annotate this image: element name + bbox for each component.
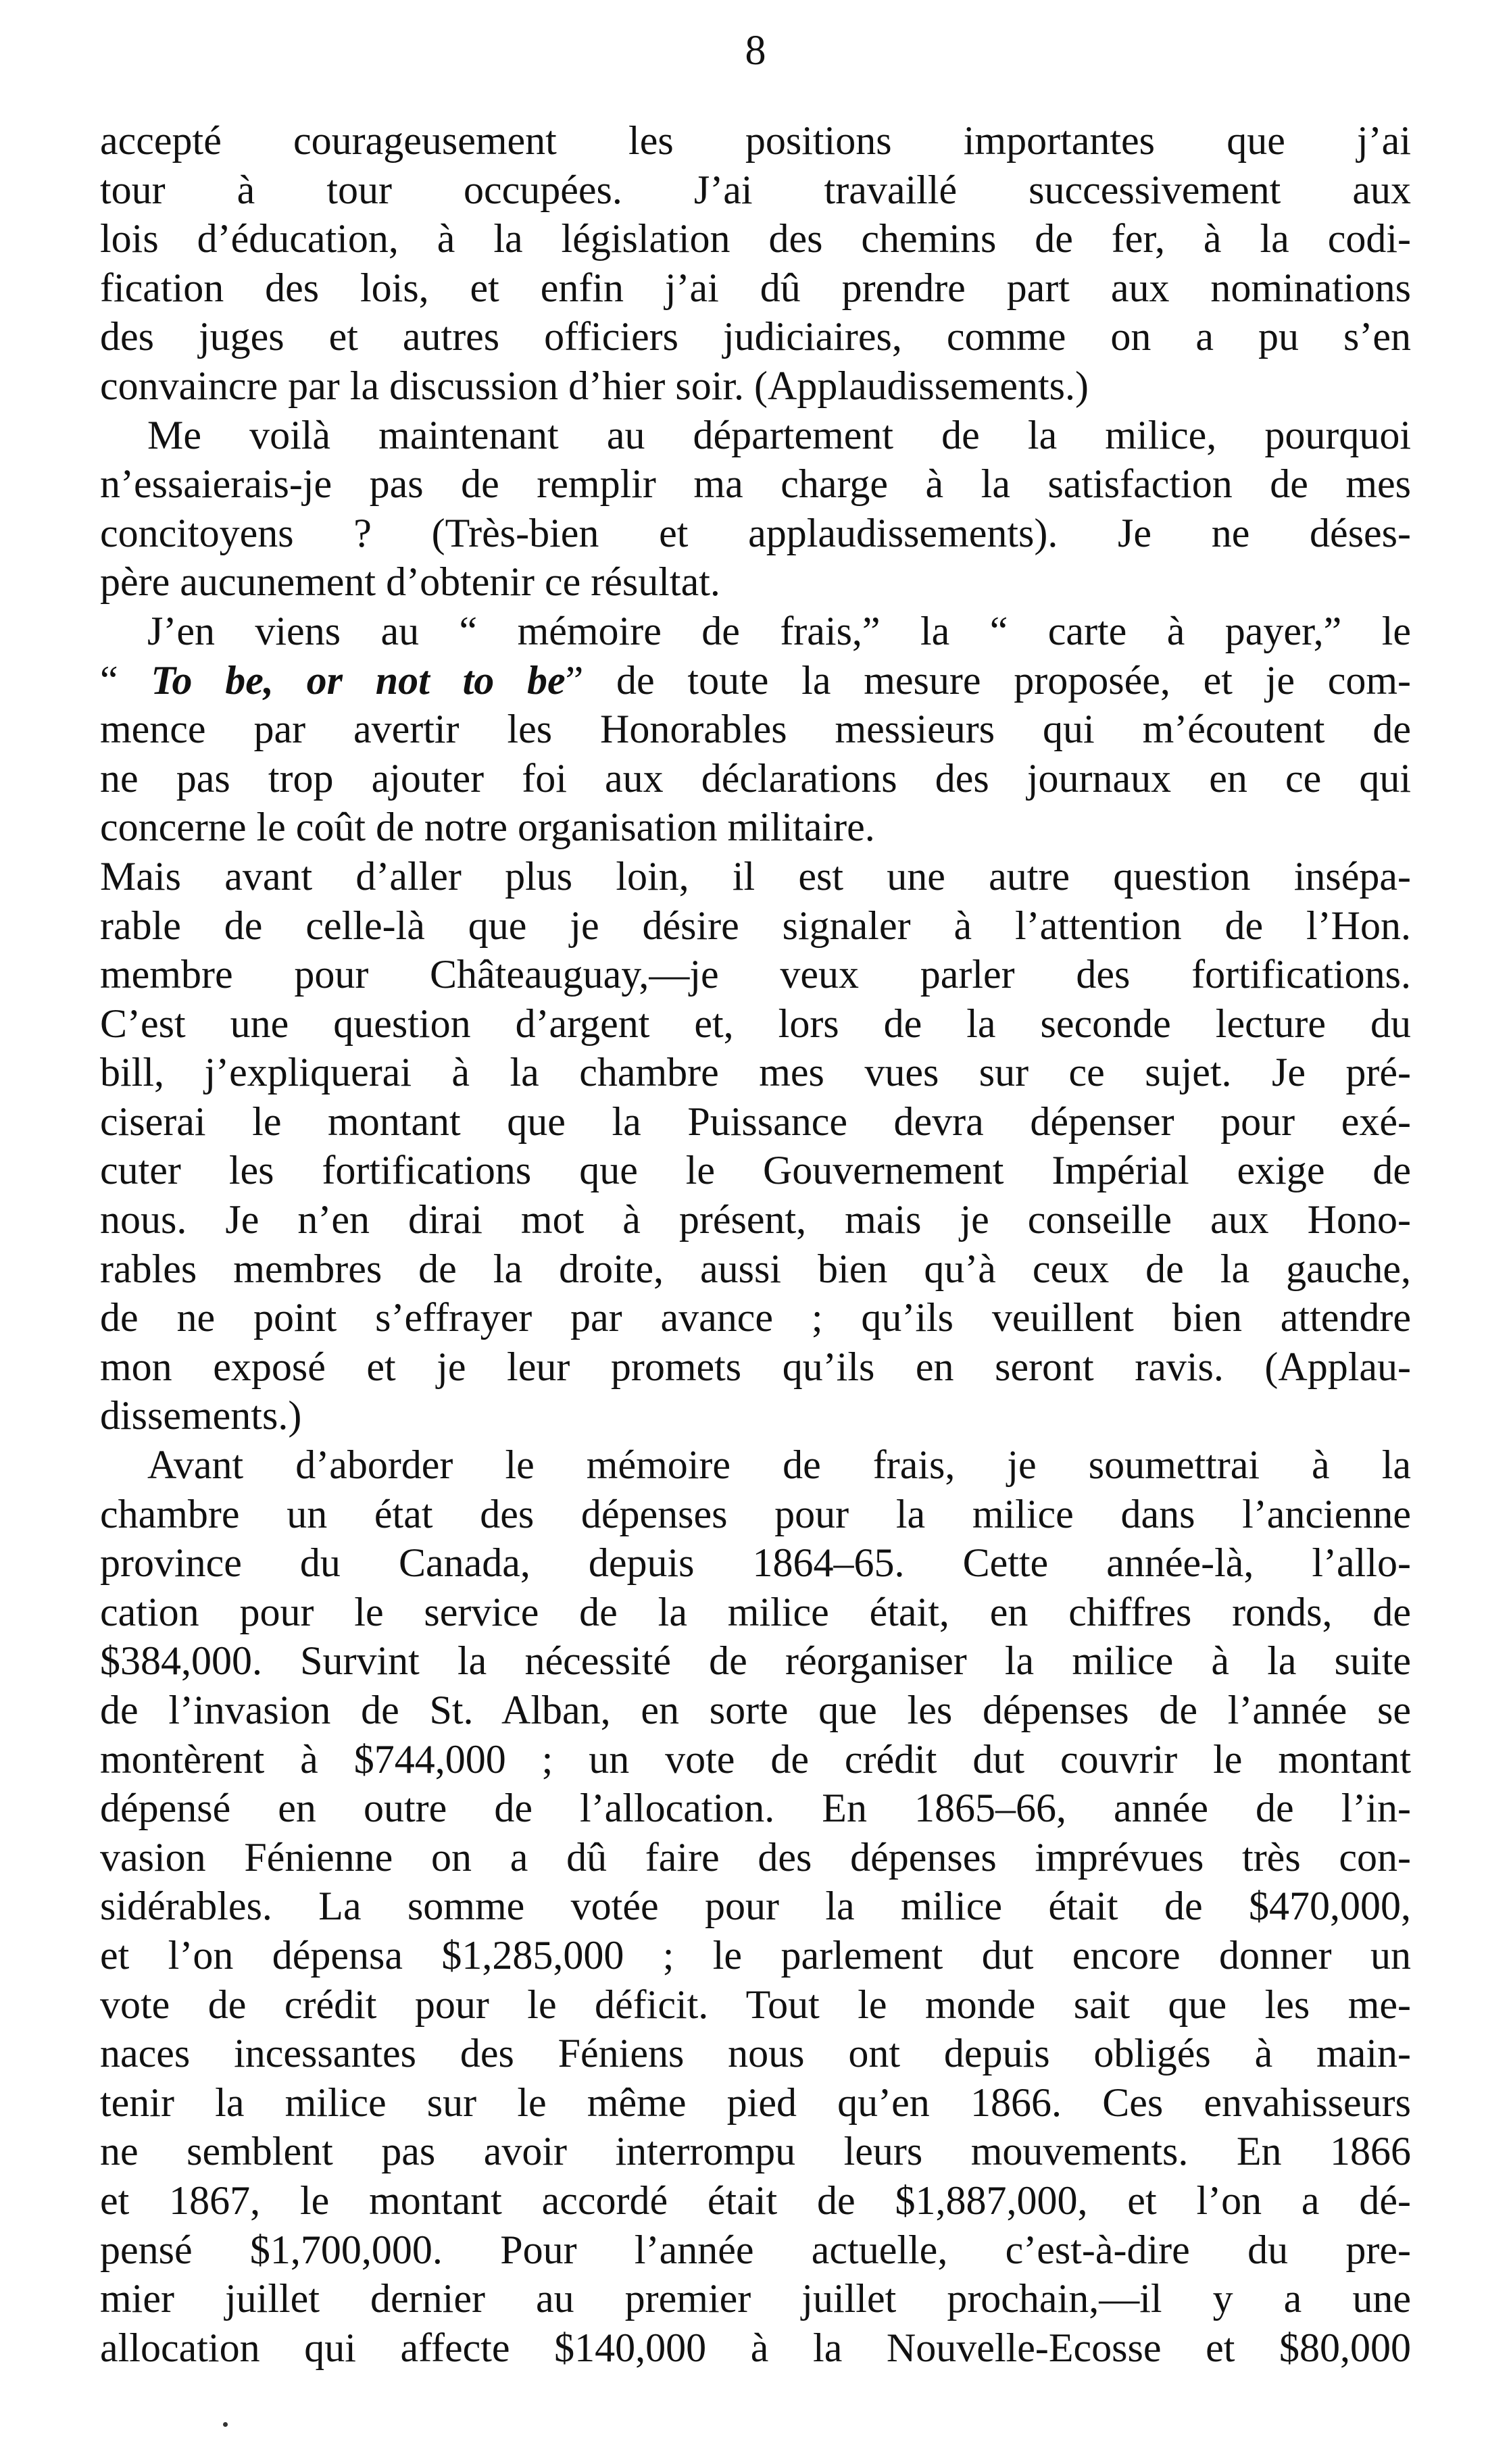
text-line: J’en viens au “ mémoire de frais,” la “ carte à payer,” le [147,608,1411,653]
text-line: membre pour Châteauguay,—je veux parler des fortifications. [100,952,1411,997]
text-line: concerne le coût de notre organisation militaire. [100,805,875,850]
text-line: chambre un état des dépenses pour la milice dans l’ancienne [100,1491,1411,1536]
text-line: rables membres de la droite, aussi bien qu’à ceux de la gauche, [100,1246,1411,1291]
text-line: naces incessantes des Féniens nous ont depuis obligés à main- [100,2031,1411,2076]
text-line: fication des lois, et enfin j’ai dû prendre part aux nominations [100,265,1411,310]
text-line: ne semblent pas avoir interrompu leurs mouvements. En 1866 [100,2129,1411,2174]
text-line: tenir la milice sur le même pied qu’en 1866. Ces envahisseurs [100,2080,1411,2125]
text-line: lois d’éducation, à la législation des chemins de fer, à la codi- [100,216,1411,261]
text-line: accepté courageusement les positions importantes que j’ai [100,118,1411,163]
text-line: ciserai le montant que la Puissance devra dépenser pour exé- [100,1099,1411,1144]
text-line: “ To be, or not to be” de toute la mesure proposée, et je com- [100,657,1411,703]
text-line: $384,000. Survint la nécessité de réorganiser la milice à la suite [100,1638,1411,1684]
text-line: vote de crédit pour le déficit. Tout le monde sait que les me- [100,1982,1411,2027]
text-line: concitoyens ? (Très-bien et applaudissements). Je ne déses- [100,510,1411,555]
text-line: pensé $1,700,000. Pour l’année actuelle, c’est-à-dire du pre- [100,2227,1411,2272]
text-line: sidérables. La somme votée pour la milice était de $470,000, [100,1884,1411,1929]
text-line: mier juillet dernier au premier juillet prochain,—il y a une [100,2276,1411,2321]
text-line: et l’on dépensa $1,285,000 ; le parlement dut encore donner un [100,1932,1411,1978]
text-line: mon exposé et je leur promets qu’ils en seront ravis. (Applau- [100,1344,1411,1389]
text-line: de l’invasion de St. Alban, en sorte que les dépenses de l’année se [100,1688,1411,1732]
text-line: Avant d’aborder le mémoire de frais, je soumettrai à la [147,1442,1411,1488]
text-line: bill, j’expliquerai à la chambre mes vues sur ce sujet. Je pré- [100,1050,1411,1095]
text-line: mence par avertir les Honorables messieurs qui m’écoutent de [100,707,1411,752]
text-line: vasion Fénienne on a dû faire des dépenses imprévues très con- [100,1834,1411,1880]
text-line: cation pour le service de la milice était, en chiffres ronds, de [100,1589,1411,1634]
text-line: de ne point s’effrayer par avance ; qu’ils veuillent bien attendre [100,1295,1411,1340]
text-line: convaincre par la discussion d’hier soir. (Applaudissements.) [100,363,1089,408]
body-text [100,116,1411,2372]
text-line: dépensé en outre de l’allocation. En 1865–66, année de l’in- [100,1786,1411,1831]
text-line: tour à tour occupées. J’ai travaillé successivement aux [100,167,1411,212]
ink-speck [223,2422,228,2427]
text-line: Mais avant d’aller plus loin, il est une autre question insépa- [100,853,1411,899]
text-line: allocation qui affecte $140,000 à la Nouvelle-Ecosse et $80,000 [100,2325,1411,2370]
text-line: père aucunement d’obtenir ce résultat. [100,559,720,605]
text-line: n’essaierais-je pas de remplir ma charge à la satisfaction de mes [100,461,1411,507]
text-line: nous. Je n’en dirai mot à présent, mais je conseille aux Hono- [100,1197,1411,1242]
text-line: et 1867, le montant accordé était de $1,887,000, et l’on a dé- [100,2178,1411,2223]
text-line: rable de celle-là que je désire signaler à l’attention de l’Hon. [100,903,1411,948]
italic-quotation: To be, or not to be [151,657,566,703]
text-line: province du Canada, depuis 1864–65. Cette année-là, l’allo- [100,1540,1411,1586]
text-line: des juges et autres officiers judiciaires, comme on a pu s’en [100,314,1411,359]
text-line: ne pas trop ajouter foi aux déclarations des journaux en ce qui [100,755,1411,801]
page-number: 8 [745,28,766,74]
text-line: montèrent à $744,000 ; un vote de crédit dut couvrir le montant [100,1736,1411,1782]
text-line: Me voilà maintenant au département de la milice, pourquoi [147,412,1411,457]
text-line: cuter les fortifications que le Gouvernement Impérial exige de [100,1148,1411,1193]
text-line: dissements.) [100,1393,302,1438]
text-line: C’est une question d’argent et, lors de la seconde lecture du [100,1001,1411,1046]
